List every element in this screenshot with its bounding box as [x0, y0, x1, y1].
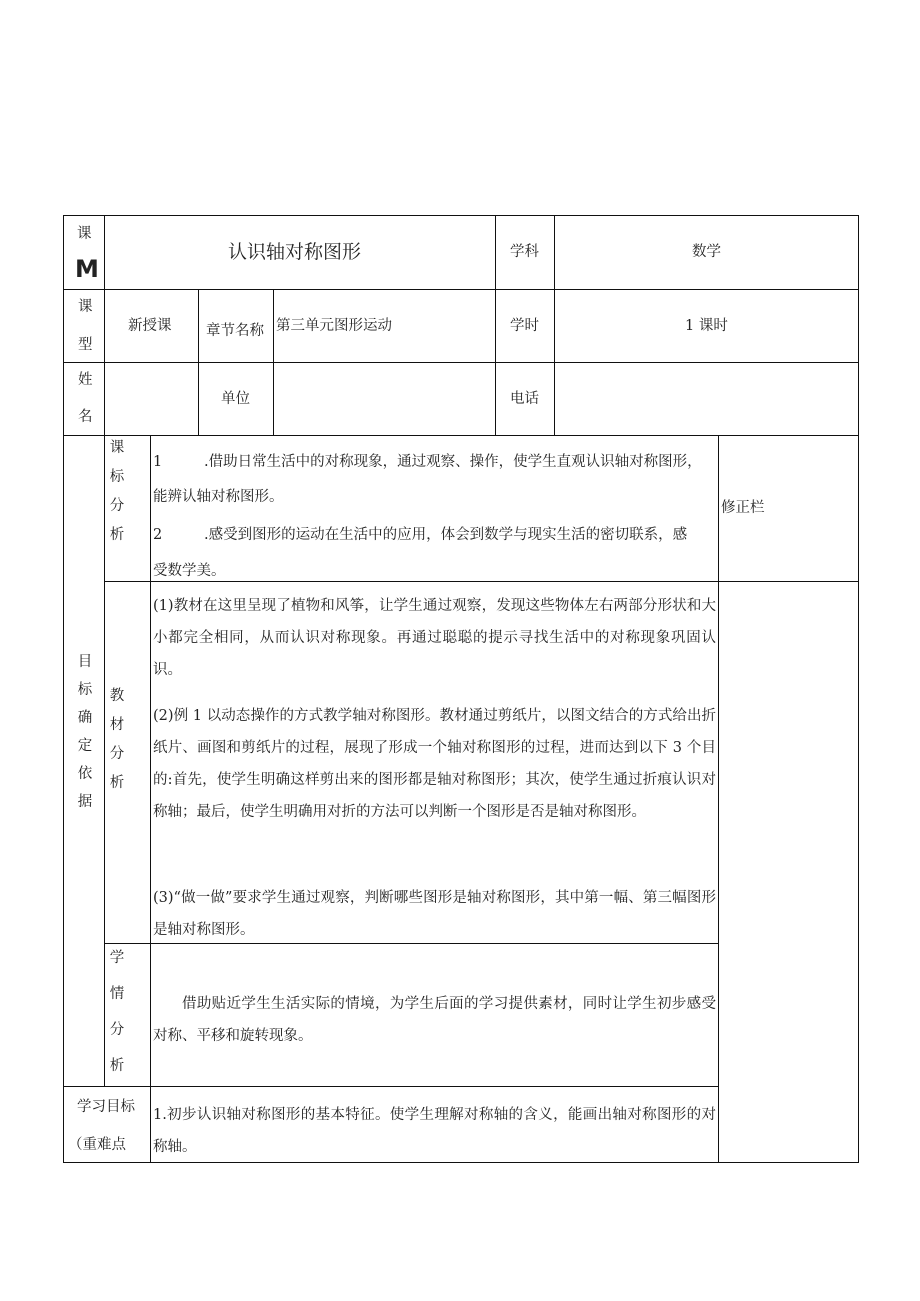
- rule-row1-bottom: [63, 289, 859, 290]
- course-title: 认识轴对称图形: [228, 241, 362, 263]
- objectives-text: 1.初步认识轴对称图形的基本特征。使学生理解对称轴的含义，能画出轴对称图形的对称轴。: [153, 1107, 716, 1155]
- hours-value: 1 课时: [685, 318, 728, 334]
- textbook-label: 教 材 分 析: [109, 688, 125, 791]
- students-label: 学 情 分 析: [109, 950, 125, 1074]
- unit-label: 单位: [221, 391, 250, 407]
- rule-basis-bottom: [63, 1086, 719, 1087]
- standards-item1-line2: 能辨认轴对称图形。: [153, 489, 284, 505]
- standards-item1-num: 1: [153, 454, 163, 470]
- course-label-bottom: M: [75, 255, 99, 283]
- standards-item2-num: 2: [153, 527, 163, 543]
- textbook-p3: (3)“做一做”要求学生通过观察，判断哪些图形是轴对称图形，其中第一幅、第三幅图形是轴对称图形。: [153, 890, 716, 938]
- course-label-top: 课: [77, 226, 92, 242]
- students-text: 借助贴近学生生活实际的情境，为学生后面的学习提供素材，同时让学生初步感受对称、平移和旋转现象。: [153, 996, 716, 1044]
- type-value: 新授课: [128, 318, 172, 334]
- standards-item2-line1: .感受到图形的运动在生活中的应用，体会到数学与现实生活的密切联系，感: [204, 527, 688, 543]
- rule-basis-label: [150, 435, 151, 1163]
- rule-basis-inner: [104, 435, 105, 1087]
- hours-label: 学时: [510, 318, 539, 334]
- name-label-2: 名: [78, 409, 93, 425]
- textbook-p1: (1)教材在这里呈现了植物和风筝，让学生通过观察，发现这些物体左右两部分形状和大小都完全相同，从而认识对称现象。再通过聪聪的提示寻找生活中的对称现象巩固认识。: [153, 598, 716, 678]
- type-label-2: 型: [78, 337, 93, 353]
- subject-value: 数学: [692, 244, 721, 260]
- rule-col-e: [554, 215, 555, 436]
- rule-row3-bottom: [63, 435, 859, 436]
- rule-standards-bottom: [104, 581, 859, 582]
- textbook-p2: (2)例 1 以动态操作的方式教学轴对称图形。教材通过剪纸片，以图文结合的方式给出折纸片、画图和剪纸片的过程，展现了形成一个轴对称图形的过程，进而达到以下 3 个目的:首先，使学生明确这样剪出来的图形都是轴对称图形；其次，使学生通过折痕认识对称轴；最后，使学生明确用对折的方法可以判断一个图形是否是轴对称图形。: [153, 708, 716, 820]
- chapter-value: 第三单元图形运动: [276, 318, 392, 334]
- standards-item2-line2: 受数学美。: [153, 563, 226, 579]
- rule-col-a: [104, 215, 105, 436]
- basis-label: 目 标 确 定 依 据: [77, 654, 93, 810]
- rule-revision: [718, 435, 719, 1163]
- phone-label: 电话: [510, 391, 539, 407]
- objectives-label-line1: 学习目标: [77, 1099, 135, 1115]
- rule-right: [858, 215, 859, 1163]
- type-label-1: 课: [78, 299, 93, 315]
- rule-left: [63, 215, 64, 1163]
- chapter-label: 章节名称: [206, 323, 264, 339]
- rule-col-b: [198, 289, 199, 436]
- objectives-label-line2: （重难点: [68, 1137, 126, 1153]
- name-label-1: 姓: [78, 372, 93, 388]
- rule-top: [63, 215, 859, 216]
- subject-label: 学科: [510, 244, 539, 260]
- rule-col-c: [273, 289, 274, 436]
- revision-label: 修正栏: [721, 500, 765, 516]
- rule-col-d: [495, 215, 496, 436]
- standards-item1-line1: .借助日常生活中的对称现象，通过观察、操作，使学生直观认识轴对称图形，: [204, 454, 702, 470]
- standards-label: 课 标 分 析: [109, 440, 125, 543]
- rule-row2-bottom: [63, 362, 859, 363]
